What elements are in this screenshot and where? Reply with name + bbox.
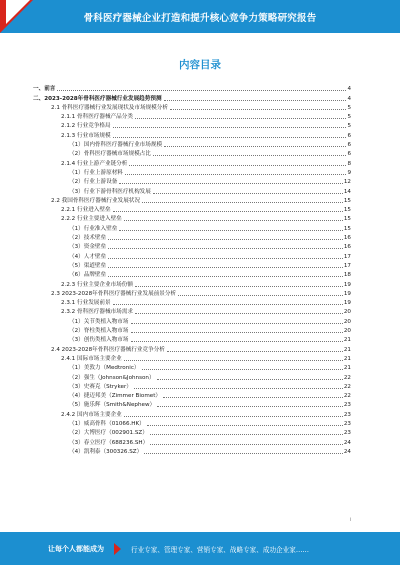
toc-entry-page: 23 [343, 411, 351, 418]
toc-leader-dots [131, 332, 343, 333]
toc-entry-label: 2.3.2 骨科医疗器械市场需求 [61, 309, 133, 316]
toc-entry-label: 2.1.2 行业竞争格局 [61, 123, 111, 130]
toc-entry[interactable] [33, 390, 351, 399]
toc-leader-dots [131, 323, 343, 324]
toc-entry-page: 5 [347, 123, 351, 130]
toc-entry[interactable] [33, 185, 351, 194]
toc-entry-page: 22 [343, 383, 351, 390]
toc-leader-dots [164, 100, 347, 101]
toc-entry[interactable] [33, 176, 351, 185]
toc-leader-dots [150, 444, 343, 445]
toc-entry-label: （4）捷迈邦美（Zimmer Biomet） [69, 393, 162, 400]
toc-leader-dots [142, 369, 343, 370]
toc-leader-dots [108, 267, 343, 268]
toc-entry-page: 6 [347, 132, 351, 139]
toc-entry-label: 2.2.3 行业主要企业市场份额 [61, 281, 133, 288]
toc-entry[interactable] [33, 418, 351, 427]
toc-entry[interactable] [33, 148, 351, 157]
toc-entry-label: 2.4 2023-2028年骨科医疗器械行业竞争分析 [51, 346, 165, 353]
toc-entry[interactable] [33, 92, 351, 101]
toc-entry-label: （1）关节类植入物市场 [69, 318, 129, 325]
toc-entry[interactable] [33, 343, 351, 352]
toc-entry-label: 二、2023-2028年骨科医疗器械行业发展趋势预测 [33, 95, 162, 102]
toc-entry-page: 5 [347, 104, 351, 111]
toc-leader-dots [108, 239, 343, 240]
footer-slogan: 让每个人都能成为 [48, 544, 104, 553]
toc-entry-label: （3）史赛克（Stryker） [69, 383, 132, 390]
toc-entry[interactable] [33, 102, 351, 111]
toc-heading: 内容目录 [179, 59, 221, 71]
toc-entry-page: 23 [343, 420, 351, 427]
table-of-contents [33, 83, 351, 455]
corner-decoration-inner [6, 0, 30, 24]
toc-entry-page: 19 [343, 290, 351, 297]
toc-entry-page: 21 [343, 365, 351, 372]
toc-entry[interactable] [33, 222, 351, 231]
toc-entry[interactable] [33, 157, 351, 166]
toc-leader-dots [135, 313, 343, 314]
toc-entry[interactable] [33, 195, 351, 204]
toc-entry-page: 15 [343, 225, 351, 232]
toc-entry-label: （4）凯利泰（300326.SZ） [69, 448, 143, 455]
toc-leader-dots [157, 406, 343, 407]
toc-leader-dots [124, 360, 343, 361]
toc-entry-page: 17 [343, 253, 351, 260]
toc-leader-dots [134, 388, 343, 389]
toc-entry[interactable] [33, 269, 351, 278]
toc-entry-page: 21 [343, 346, 351, 353]
arrow-icon [114, 543, 121, 555]
toc-entry[interactable] [33, 408, 351, 417]
toc-leader-dots [150, 434, 343, 435]
toc-entry[interactable] [33, 250, 351, 259]
toc-entry[interactable] [33, 399, 351, 408]
toc-entry-page: 4 [347, 86, 351, 93]
toc-entry-label: （5）施乐辉（Smith&Nephew） [69, 402, 156, 409]
toc-leader-dots [153, 193, 343, 194]
toc-entry[interactable] [33, 167, 351, 176]
toc-entry-label: 2.2.1 行业进入壁垒 [61, 207, 111, 214]
toc-entry[interactable] [33, 288, 351, 297]
toc-entry-page: 14 [343, 188, 351, 195]
toc-entry[interactable] [33, 204, 351, 213]
toc-entry-page: 24 [343, 439, 351, 446]
toc-entry-label: （1）行业上游原材料 [69, 169, 123, 176]
toc-entry[interactable] [33, 381, 351, 390]
toc-entry-label: （6）品牌壁垒 [69, 272, 107, 279]
toc-leader-dots [113, 127, 347, 128]
toc-entry-label: 2.3 2023-2028年骨科医疗器械行业发展前景分析 [51, 290, 177, 297]
toc-entry[interactable] [33, 260, 351, 269]
toc-entry-label: （3）春立医疗（688236.SH） [69, 439, 149, 446]
toc-entry-label: 2.1 骨科医疗器械行业发展现状及市场规模分析 [51, 104, 168, 111]
toc-entry[interactable] [33, 111, 351, 120]
toc-leader-dots [163, 397, 343, 398]
toc-entry-page: 15 [343, 197, 351, 204]
report-title: 骨科医疗器械企业打造和提升核心竞争力策略研究报告 [83, 12, 317, 24]
toc-entry-label: 2.2.2 行业主要进入壁垒 [61, 216, 122, 223]
toc-leader-dots [108, 258, 343, 259]
toc-entry[interactable] [33, 315, 351, 324]
toc-entry-page: 5 [347, 114, 351, 121]
toc-leader-dots [108, 276, 343, 277]
toc-entry-label: （1）国内骨科医疗器械行业市场规模 [69, 142, 163, 149]
toc-leader-dots [170, 109, 346, 110]
toc-entry-page: 16 [343, 244, 351, 251]
toc-leader-dots [157, 379, 343, 380]
toc-entry-label: （3）行业下游骨科医疗机构发展 [69, 188, 151, 195]
toc-leader-dots [144, 453, 343, 454]
toc-entry-label: （1）威高骨科（01066.HK） [69, 420, 145, 427]
toc-entry-label: （4）人才壁垒 [69, 253, 107, 260]
toc-entry[interactable] [33, 353, 351, 362]
toc-entry-label: （3）资金壁垒 [69, 244, 107, 251]
toc-entry[interactable] [33, 297, 351, 306]
toc-entry[interactable] [33, 436, 351, 445]
toc-entry[interactable] [33, 120, 351, 129]
toc-entry-page: 19 [343, 281, 351, 288]
toc-entry-page: 16 [343, 235, 351, 242]
toc-leader-dots [108, 248, 343, 249]
toc-entry-page: 21 [343, 337, 351, 344]
toc-entry-page: 22 [343, 374, 351, 381]
toc-entry-page: 6 [347, 151, 351, 158]
toc-leader-dots [142, 202, 343, 203]
toc-entry-page: 12 [343, 179, 351, 186]
page-marker: I [350, 517, 352, 522]
toc-entry-page: 4 [347, 95, 351, 102]
toc-entry-page: 21 [343, 355, 351, 362]
toc-leader-dots [153, 155, 347, 156]
toc-entry[interactable] [33, 334, 351, 343]
toc-entry-label: 2.1.3 行业市场规模 [61, 132, 111, 139]
toc-entry-label: 2.2 我国骨科医疗器械行业发展状况 [51, 197, 140, 204]
toc-entry[interactable] [33, 371, 351, 380]
report-footer [0, 532, 400, 565]
toc-entry[interactable] [33, 427, 351, 436]
toc-entry-label: （2）大博医疗（002901.SZ） [69, 430, 148, 437]
toc-entry[interactable] [33, 325, 351, 334]
toc-entry-label: （1）美敦力（Medtronic） [69, 365, 140, 372]
toc-leader-dots [135, 286, 343, 287]
toc-leader-dots [124, 220, 343, 221]
toc-entry-page: 17 [343, 262, 351, 269]
toc-entry-page: 22 [343, 393, 351, 400]
toc-entry-label: 2.1.4 行业上游产业链分析 [61, 160, 128, 167]
toc-entry-label: （5）渠道壁垒 [69, 262, 107, 269]
toc-entry-label: （2）行业上游设备 [69, 179, 118, 186]
toc-entry-label: （2）骨科医疗器械市场规模占比 [69, 151, 151, 158]
toc-entry-page: 8 [347, 160, 351, 167]
toc-entry[interactable] [33, 232, 351, 241]
toc-leader-dots [124, 416, 343, 417]
toc-entry-label: （3）创伤类植入物市场 [69, 337, 129, 344]
toc-entry-page: 23 [343, 430, 351, 437]
toc-entry-label: （2）技术壁垒 [69, 235, 107, 242]
toc-entry-page: 20 [343, 318, 351, 325]
toc-entry-label: 2.4.2 国内市场主要企业 [61, 411, 122, 418]
toc-leader-dots [164, 146, 346, 147]
toc-entry-page: 9 [347, 169, 351, 176]
footer-tagline: 行业专家、管理专家、营销专家、战略专家、成功企业家…… [131, 545, 310, 554]
toc-leader-dots [129, 165, 346, 166]
toc-entry-label: （2）脊柱类植入物市场 [69, 328, 129, 335]
toc-entry-page: 20 [343, 309, 351, 316]
toc-entry[interactable] [33, 306, 351, 315]
toc-leader-dots [119, 183, 343, 184]
toc-entry[interactable] [33, 213, 351, 222]
toc-entry-page: 19 [343, 300, 351, 307]
toc-entry-page: 15 [343, 207, 351, 214]
toc-leader-dots [113, 304, 343, 305]
toc-leader-dots [113, 137, 347, 138]
toc-entry-page: 23 [343, 402, 351, 409]
toc-entry[interactable] [33, 129, 351, 138]
toc-entry-label: （1）行业准入壁垒 [69, 225, 118, 232]
toc-entry[interactable] [33, 446, 351, 455]
toc-entry-page: 18 [343, 272, 351, 279]
toc-leader-dots [57, 90, 346, 91]
toc-entry-page: 20 [343, 328, 351, 335]
toc-entry[interactable] [33, 362, 351, 371]
toc-entry[interactable] [33, 83, 351, 92]
report-header [0, 0, 400, 33]
toc-entry[interactable] [33, 278, 351, 287]
toc-entry[interactable] [33, 241, 351, 250]
toc-entry-page: 6 [347, 142, 351, 149]
toc-entry-label: 2.1.1 骨科医疗器械产品分类 [61, 114, 133, 121]
toc-entry-label: 2.3.1 行业发展前景 [61, 300, 111, 307]
toc-leader-dots [178, 295, 343, 296]
toc-entry-label: 一、前言 [33, 86, 56, 93]
toc-entry-page: 24 [343, 448, 351, 455]
toc-leader-dots [147, 425, 343, 426]
toc-entry-page: 15 [343, 216, 351, 223]
toc-leader-dots [167, 351, 343, 352]
toc-entry-label: 2.4.1 国际市场主要企业 [61, 355, 122, 362]
toc-leader-dots [119, 230, 343, 231]
toc-entry[interactable] [33, 139, 351, 148]
toc-leader-dots [135, 118, 346, 119]
toc-entry-label: （2）强生（Johnson&Johnson） [69, 374, 155, 381]
toc-leader-dots [131, 341, 343, 342]
toc-leader-dots [125, 174, 347, 175]
toc-leader-dots [113, 211, 343, 212]
